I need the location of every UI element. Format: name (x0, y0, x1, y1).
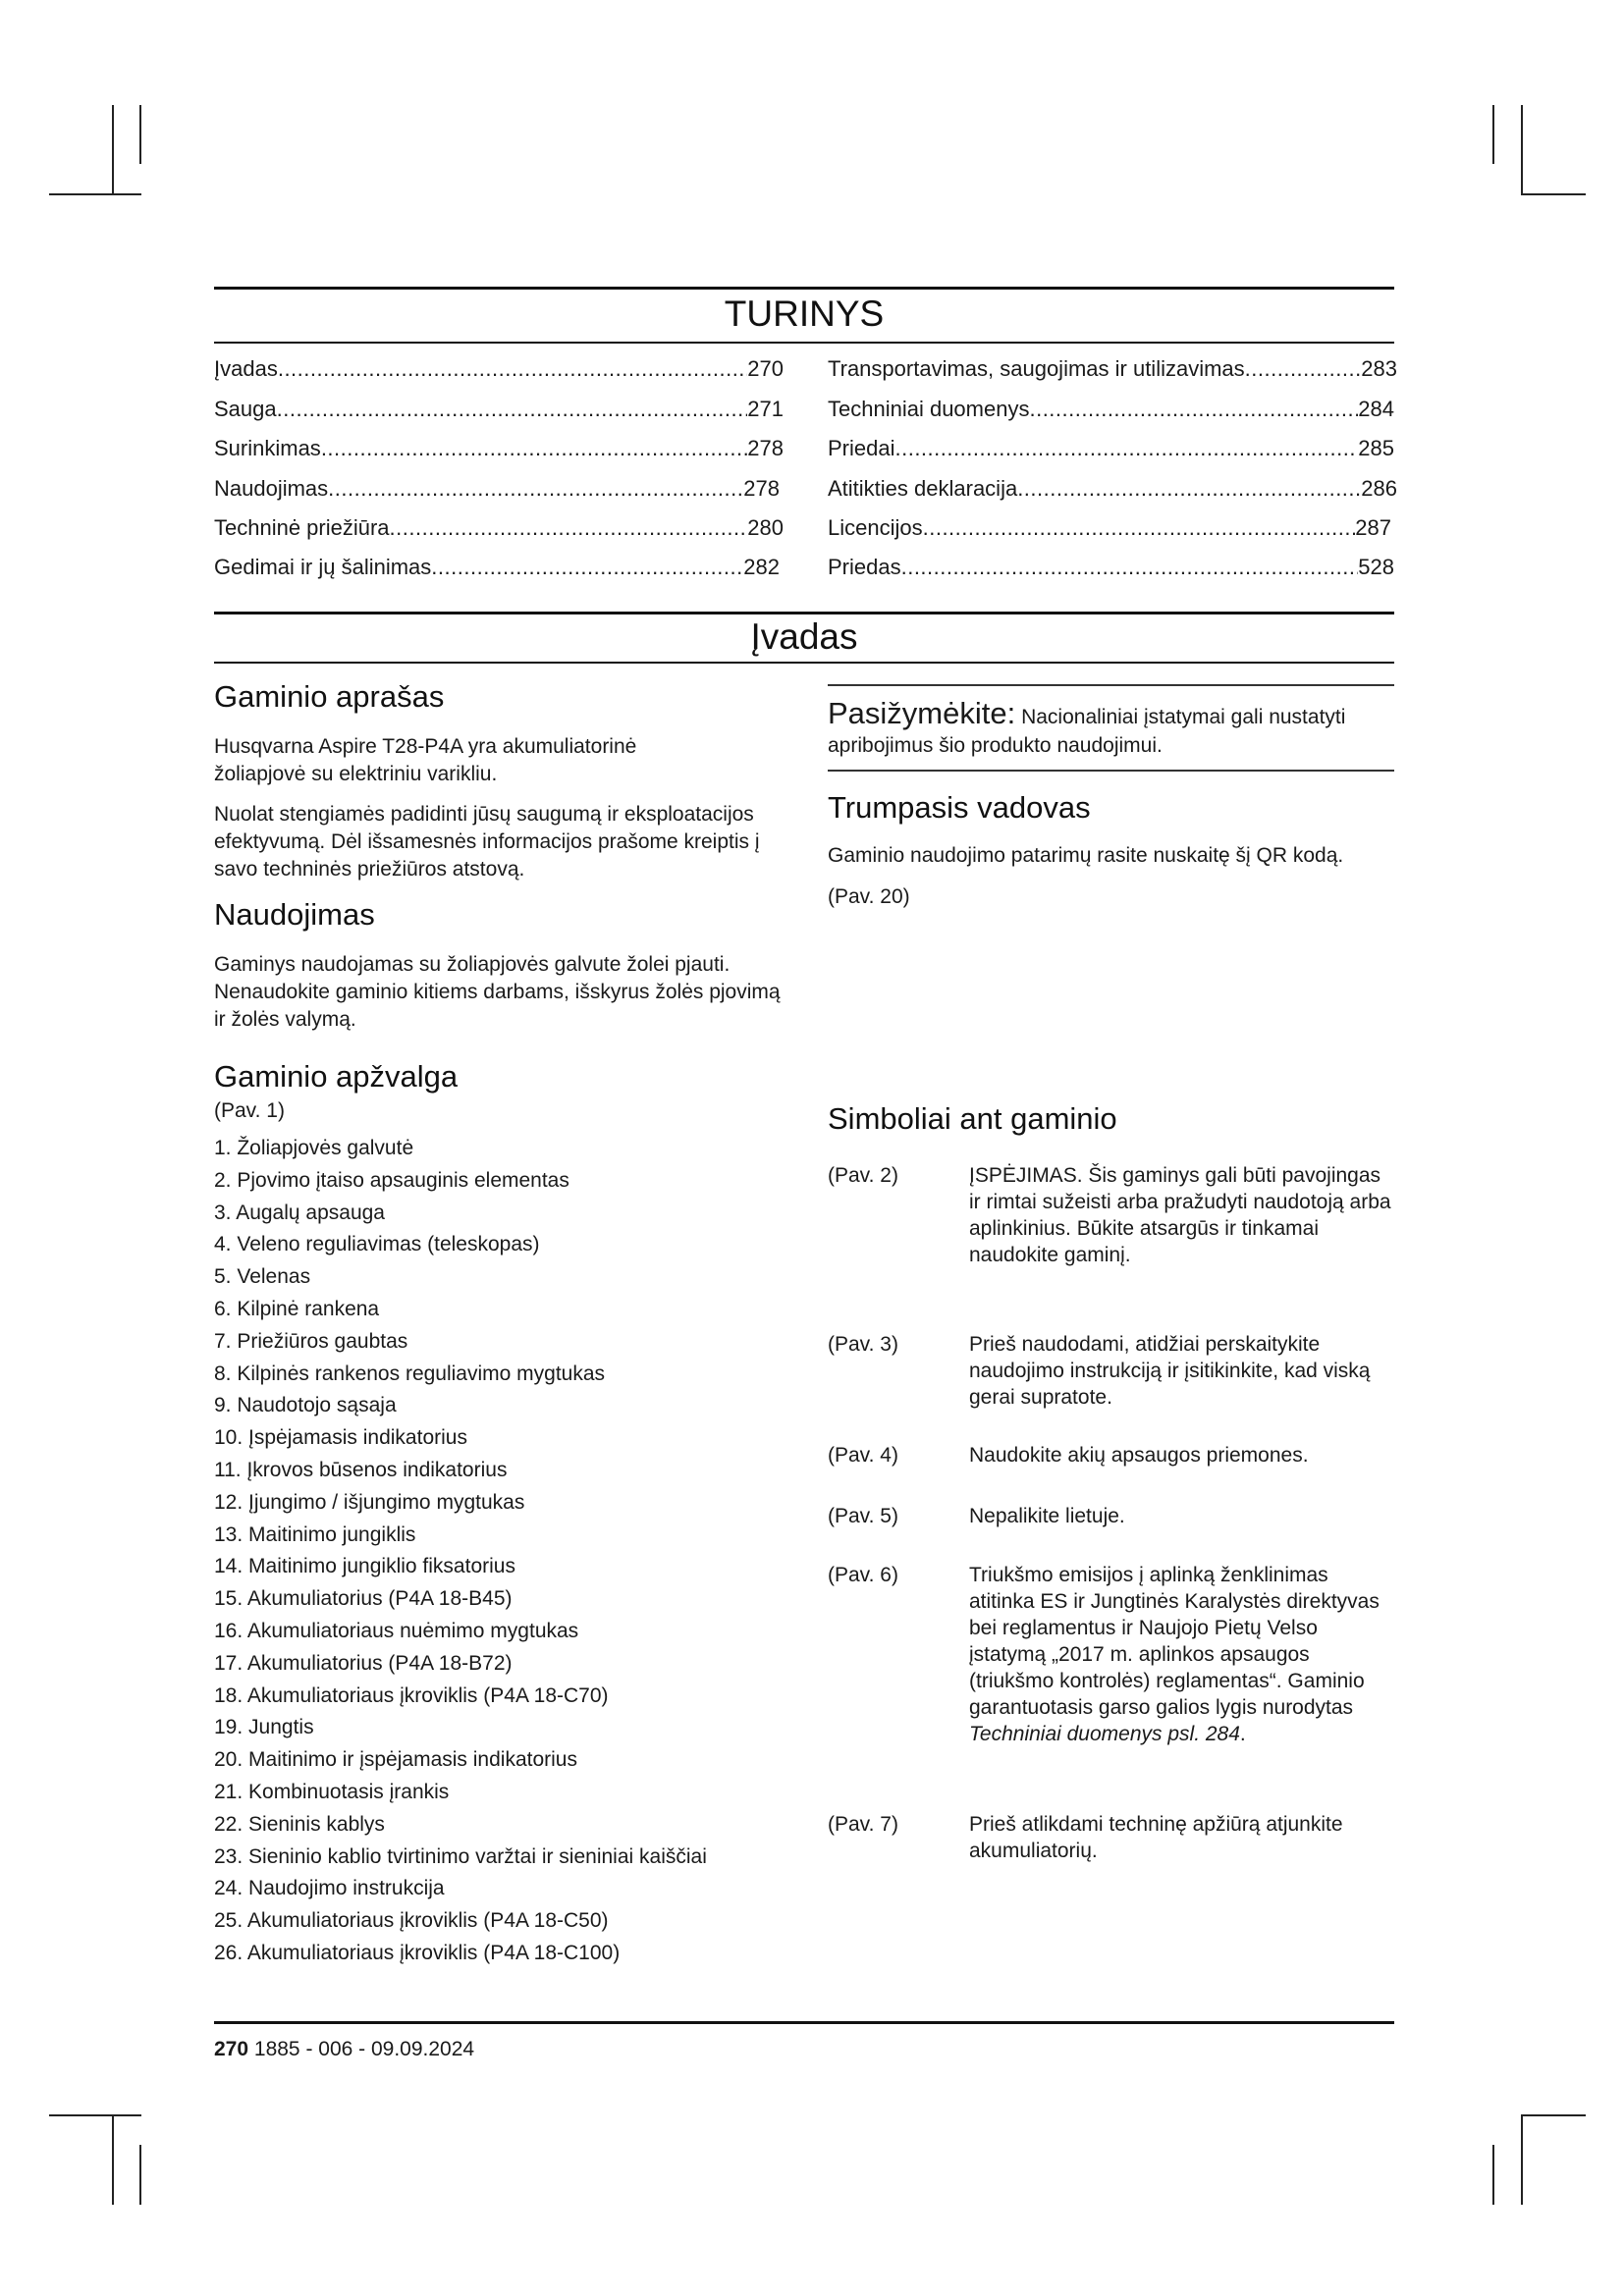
crop-mark (49, 193, 141, 195)
list-item: 8. Kilpinės rankenos reguliavimo mygtukas (214, 1362, 606, 1385)
list-item: 1. Žoliapjovės galvutė (214, 1137, 414, 1159)
toc-entry-page: 282 (743, 555, 780, 579)
list-item: 10. Įspėjamasis indikatorius (214, 1426, 467, 1450)
toc-entry-label: Techniniai duomenys (828, 397, 1030, 421)
parts-list (214, 1133, 707, 1970)
quick-guide-text: Gaminio naudojimo patarimų rasite nuskaitę šį QR kodą. (828, 844, 1344, 867)
symbol-figure-ref: (Pav. 4) (828, 1444, 898, 1467)
symbol-description (969, 1562, 1394, 1747)
toc-entry-page: 287 (1355, 515, 1391, 540)
toc-entry-label: Techninė priežiūra (214, 515, 390, 540)
quick-guide-heading: Trumpasis vadovas (828, 790, 1091, 825)
note-box (828, 695, 1394, 760)
crop-mark (139, 105, 141, 164)
list-item: 5. Velenas (214, 1265, 311, 1289)
note-label: Pasižymėkite: (828, 696, 1016, 730)
toc-entry-label: Surinkimas (214, 436, 321, 460)
toc-leader (901, 554, 1359, 581)
usage-heading: Naudojimas (214, 897, 375, 932)
toc-entry-page: 278 (743, 476, 780, 501)
symbol-description: ĮSPĖJIMAS. Šis gaminys gali būti pavojingas ir rimtai sužeisti arba pražudyti naudotoją arba aplinkinius. Būkite atsargūs ir tinkamai naudokite gaminį. (969, 1164, 1391, 1266)
note-bottom-rule (828, 770, 1394, 772)
list-item: 14. Maitinimo jungiklio fiksatorius (214, 1555, 515, 1578)
toc-entry[interactable] (214, 396, 784, 423)
toc-entry-label: Sauga (214, 397, 277, 421)
list-item: 18. Akumuliatoriaus įkroviklis (P4A 18-C70) (214, 1683, 609, 1707)
list-item: 3. Augalų apsauga (214, 1201, 385, 1224)
symbol-description: Prieš naudodami, atidžiai perskaitykite naudojimo instrukciją ir įsitikinkite, kad viską gerai supratote. (969, 1333, 1371, 1409)
toc-entry[interactable] (214, 435, 784, 462)
crop-mark (1492, 2145, 1494, 2205)
crop-mark (1521, 2114, 1523, 2205)
toc-entry-page: 284 (1358, 397, 1394, 421)
crop-mark (1521, 105, 1523, 195)
toc-entry-page: 283 (1361, 356, 1397, 381)
list-item: 25. Akumuliatoriaus įkroviklis (P4A 18-C50) (214, 1909, 609, 1933)
sentence-end: . (1239, 1723, 1246, 1745)
overview-figure-ref: (Pav. 1) (214, 1099, 285, 1122)
page-number: 270 (214, 2038, 249, 2060)
symbol-figure-ref: (Pav. 3) (828, 1333, 898, 1356)
toc-entry-label: Priedai (828, 436, 895, 460)
list-item: 26. Akumuliatoriaus įkroviklis (P4A 18-C100) (214, 1941, 621, 1964)
toc-leader (328, 475, 743, 503)
toc-entry-label: Naudojimas (214, 476, 329, 501)
toc-entry[interactable] (828, 475, 1397, 503)
symbols-heading: Simboliai ant gaminio (828, 1101, 1117, 1136)
toc-entry[interactable] (214, 554, 780, 581)
overview-heading: Gaminio apžvalga (214, 1059, 459, 1094)
toc-entry-page: 285 (1358, 436, 1394, 460)
toc-entry[interactable] (828, 355, 1397, 383)
toc-entry-page: 286 (1361, 476, 1397, 501)
toc-entry[interactable] (828, 435, 1394, 462)
crop-mark (1521, 193, 1586, 195)
toc-leader (431, 554, 743, 581)
list-item: 13. Maitinimo jungiklis (214, 1522, 416, 1546)
toc-leader (894, 435, 1358, 462)
toc-leader (1029, 396, 1358, 423)
list-item: 4. Veleno reguliavimas (teleskopas) (214, 1233, 540, 1256)
toc-entry[interactable] (214, 355, 784, 383)
crop-mark (49, 2114, 141, 2116)
toc-entry-label: Atitikties deklaracija (828, 476, 1018, 501)
list-item: 16. Akumuliatoriaus nuėmimo mygtukas (214, 1619, 579, 1642)
product-description-text: Husqvarna Aspire T28-P4A yra akumuliatorinė žoliapjovė su elektriniu varikliu. (214, 735, 637, 785)
toc-entry-label: Licencijos (828, 515, 923, 540)
list-item: 22. Sieninis kablys (214, 1812, 385, 1836)
crop-mark (112, 105, 114, 195)
document-id: 1885 - 006 - 09.09.2024 (253, 2038, 475, 2060)
crop-mark (112, 2114, 114, 2205)
product-description-heading: Gaminio aprašas (214, 679, 445, 714)
toc-entry-label: Transportavimas, saugojimas ir utilizavimas (828, 356, 1245, 381)
toc-title: TURINYS (724, 294, 885, 334)
toc-leader (390, 514, 748, 542)
toc-entry-label: Gedimai ir jų šalinimas (214, 555, 432, 579)
list-item: 11. Įkrovos būsenos indikatorius (214, 1458, 508, 1481)
toc-entry-label: Priedas (828, 555, 901, 579)
toc-entry[interactable] (828, 554, 1394, 581)
symbol-description-text: Triukšmo emisijos į aplinką ženklinimas atitinka ES ir Jungtinės Karalystės direktyvas bei reglamentus ir Naujojo Pietų Velso įstatymą „2017 m. aplinkos apsaugos (triukšmo kontrolės) reglamentas“. Gaminio garantuotasis garso galios lygis nurodytas (969, 1564, 1380, 1719)
toc-leader (278, 355, 747, 383)
symbol-figure-ref: (Pav. 7) (828, 1813, 898, 1836)
symbol-figure-ref: (Pav. 6) (828, 1564, 898, 1586)
toc-entry-page: 270 (747, 356, 784, 381)
toc-entry-page: 278 (747, 436, 784, 460)
toc-leader (923, 514, 1356, 542)
toc-title-rule (214, 342, 1394, 344)
section-top-rule (214, 612, 1394, 614)
product-description-text: Nuolat stengiamės padidinti jūsų saugumą ir eksploatacijos efektyvumą. Dėl išsamesnės informacijos prašome kreiptis į savo techninės priežiūros atstovą. (214, 803, 760, 881)
section-title-rule (214, 662, 1394, 664)
toc-entry-page: 271 (747, 397, 784, 421)
list-item: 23. Sieninio kablio tvirtinimo varžtai ir sieniniai kaiščiai (214, 1844, 707, 1868)
list-item: 20. Maitinimo ir įspėjamasis indikatorius (214, 1748, 577, 1772)
toc-entry-page: 280 (747, 515, 784, 540)
list-item: 2. Pjovimo įtaiso apsauginis elementas (214, 1168, 569, 1192)
list-item: 21. Kombinuotasis įrankis (214, 1780, 450, 1803)
toc-entry-page: 528 (1358, 555, 1394, 579)
list-item: 6. Kilpinė rankena (214, 1297, 380, 1320)
usage-text: Gaminys naudojamas su žoliapjovės galvute žolei pjauti. Nenaudokite gaminio kitiems darbams, išskyrus žolės pjovimą ir žolės valymą. (214, 953, 781, 1031)
toc-entry[interactable] (828, 514, 1391, 542)
crop-mark (139, 2145, 141, 2205)
page-footer (214, 2036, 474, 2063)
list-item: 15. Akumuliatorius (P4A 18-B45) (214, 1587, 513, 1611)
footer-rule (214, 2021, 1394, 2024)
toc-leader (277, 396, 748, 423)
symbol-description: Naudokite akių apsaugos priemones. (969, 1444, 1309, 1467)
list-item: 7. Priežiūros gaubtas (214, 1329, 408, 1353)
cross-reference-link[interactable]: Techniniai duomenys psl. 284 (969, 1723, 1240, 1745)
symbol-figure-ref: (Pav. 5) (828, 1505, 898, 1527)
symbol-description: Nepalikite lietuje. (969, 1505, 1125, 1527)
symbol-figure-ref: (Pav. 2) (828, 1164, 898, 1187)
list-item: 9. Naudotojo sąsaja (214, 1394, 397, 1417)
note-text: Nacionaliniai įstatymai gali nustatyti apribojimus šio produkto naudojimui. (828, 706, 1346, 757)
toc-leader (321, 435, 747, 462)
toc-entry[interactable] (214, 514, 784, 542)
list-item: 19. Jungtis (214, 1716, 314, 1739)
toc-top-rule (214, 287, 1394, 290)
note-top-rule (828, 684, 1394, 686)
list-item: 17. Akumuliatorius (P4A 18-B72) (214, 1651, 513, 1675)
symbol-description: Prieš atlikdami techninę apžiūrą atjunkite akumuliatorių. (969, 1813, 1343, 1862)
crop-mark (1521, 2114, 1586, 2116)
list-item: 12. Įjungimo / išjungimo mygtukas (214, 1490, 525, 1514)
toc-leader (1017, 475, 1361, 503)
list-item: 24. Naudojimo instrukcija (214, 1877, 445, 1900)
toc-entry[interactable] (214, 475, 780, 503)
toc-entry[interactable] (828, 396, 1394, 423)
toc-entry-label: Įvadas (214, 356, 278, 381)
crop-mark (1492, 105, 1494, 164)
section-title: Įvadas (750, 616, 858, 657)
toc-leader (1245, 355, 1362, 383)
quick-guide-figure-ref: (Pav. 20) (828, 885, 910, 908)
